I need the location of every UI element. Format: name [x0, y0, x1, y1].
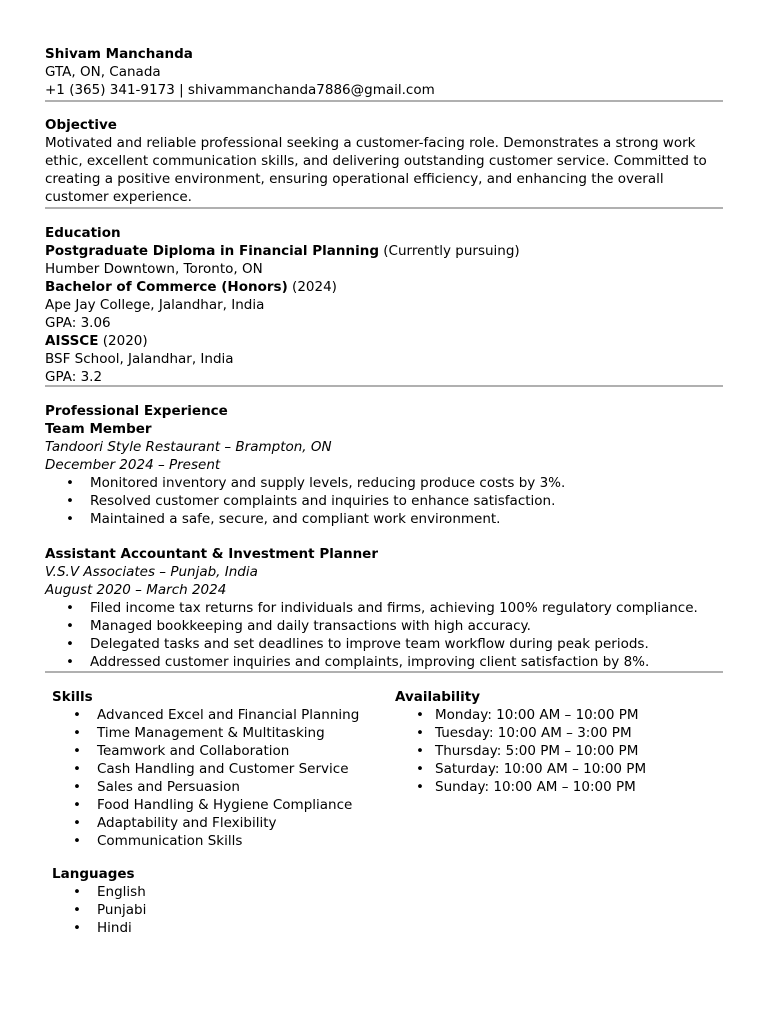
job-bullets [45, 599, 723, 671]
degree-note: (Currently pursuing) [379, 243, 520, 259]
list-item: • Thursday: 5:00 PM – 10:00 PM [395, 742, 725, 760]
section-heading: Skills [52, 689, 93, 705]
education-entry [45, 278, 723, 296]
school-name: BSF School, Jalandhar, India [45, 351, 234, 367]
candidate-contact: +1 (365) 341-9173 | shivammanchanda7886@gmail.com [45, 82, 435, 98]
list-item: • Monitored inventory and supply levels, reducing produce costs by 3%. [45, 474, 723, 492]
list-item: • English [52, 883, 382, 901]
school-name: Humber Downtown, Toronto, ON [45, 261, 263, 277]
job-title: Assistant Accountant & Investment Planner [45, 546, 378, 562]
degree-note: (2024) [287, 279, 337, 295]
job-company: V.S.V Associates – Punjab, India [45, 564, 258, 580]
header [45, 45, 723, 99]
job-bullets [45, 474, 723, 528]
divider [45, 207, 723, 209]
job-dates: December 2024 – Present [45, 457, 221, 473]
list-item: • Resolved customer complaints and inquiries to enhance satisfaction. [45, 492, 723, 510]
degree-name: Bachelor of Commerce (Honors) [45, 279, 288, 295]
section-heading: Objective [45, 117, 117, 133]
education-entry [45, 332, 723, 350]
section-heading: Professional Experience [45, 403, 228, 419]
list-item: • Cash Handling and Customer Service [52, 760, 382, 778]
list-item: • Sunday: 10:00 AM – 10:00 PM [395, 778, 725, 796]
list-item: • Communication Skills [52, 832, 382, 850]
skills-list [52, 706, 382, 850]
degree-name: Postgraduate Diploma in Financial Planning [45, 243, 379, 259]
candidate-location: GTA, ON, Canada [45, 64, 161, 80]
divider [45, 671, 723, 673]
languages-section [52, 865, 382, 937]
skills-section [52, 688, 382, 850]
availability-section [395, 688, 725, 796]
list-item: • Teamwork and Collaboration [52, 742, 382, 760]
list-item: • Sales and Persuasion [52, 778, 382, 796]
degree-note: (2020) [98, 333, 148, 349]
job-company: Tandoori Style Restaurant – Brampton, ON [45, 439, 332, 455]
degree-name: AISSCE [45, 333, 99, 349]
job-dates: August 2020 – March 2024 [45, 582, 227, 598]
list-item: • Punjabi [52, 901, 382, 919]
objective-text: Motivated and reliable professional seeking a customer-facing role. Demonstrates a strong work ethic, excellent communication skills, and delivering outstanding customer service. Committed to creating a positive environment, ensuring operational efficiency, and enhancing the overall customer experience. [45, 135, 707, 205]
education-entry [45, 242, 723, 260]
school-name: Ape Jay College, Jalandhar, India [45, 297, 265, 313]
list-item: • Time Management & Multitasking [52, 724, 382, 742]
list-item: • Filed income tax returns for individuals and firms, achieving 100% regulatory compliance. [45, 599, 723, 617]
list-item: • Saturday: 10:00 AM – 10:00 PM [395, 760, 725, 778]
list-item: • Hindi [52, 919, 382, 937]
candidate-name: Shivam Manchanda [45, 46, 193, 62]
list-item: • Tuesday: 10:00 AM – 3:00 PM [395, 724, 725, 742]
list-item: • Managed bookkeeping and daily transactions with high accuracy. [45, 617, 723, 635]
list-item: • Addressed customer inquiries and complaints, improving client satisfaction by 8%. [45, 653, 723, 671]
availability-list [395, 706, 725, 796]
list-item: • Maintained a safe, secure, and compliant work environment. [45, 510, 723, 528]
list-item: • Adaptability and Flexibility [52, 814, 382, 832]
experience-job-2 [45, 545, 723, 671]
section-heading: Education [45, 225, 121, 241]
divider [45, 385, 723, 387]
objective-section [45, 116, 723, 206]
languages-list [52, 883, 382, 937]
gpa: GPA: 3.2 [45, 369, 103, 385]
list-item: • Monday: 10:00 AM – 10:00 PM [395, 706, 725, 724]
job-title: Team Member [45, 421, 152, 437]
gpa: GPA: 3.06 [45, 315, 111, 331]
experience-section [45, 402, 723, 528]
section-heading: Availability [395, 689, 481, 705]
list-item: • Advanced Excel and Financial Planning [52, 706, 382, 724]
list-item: • Food Handling & Hygiene Compliance [52, 796, 382, 814]
education-section [45, 224, 723, 386]
divider [45, 100, 723, 102]
section-heading: Languages [52, 866, 135, 882]
list-item: • Delegated tasks and set deadlines to improve team workflow during peak periods. [45, 635, 723, 653]
